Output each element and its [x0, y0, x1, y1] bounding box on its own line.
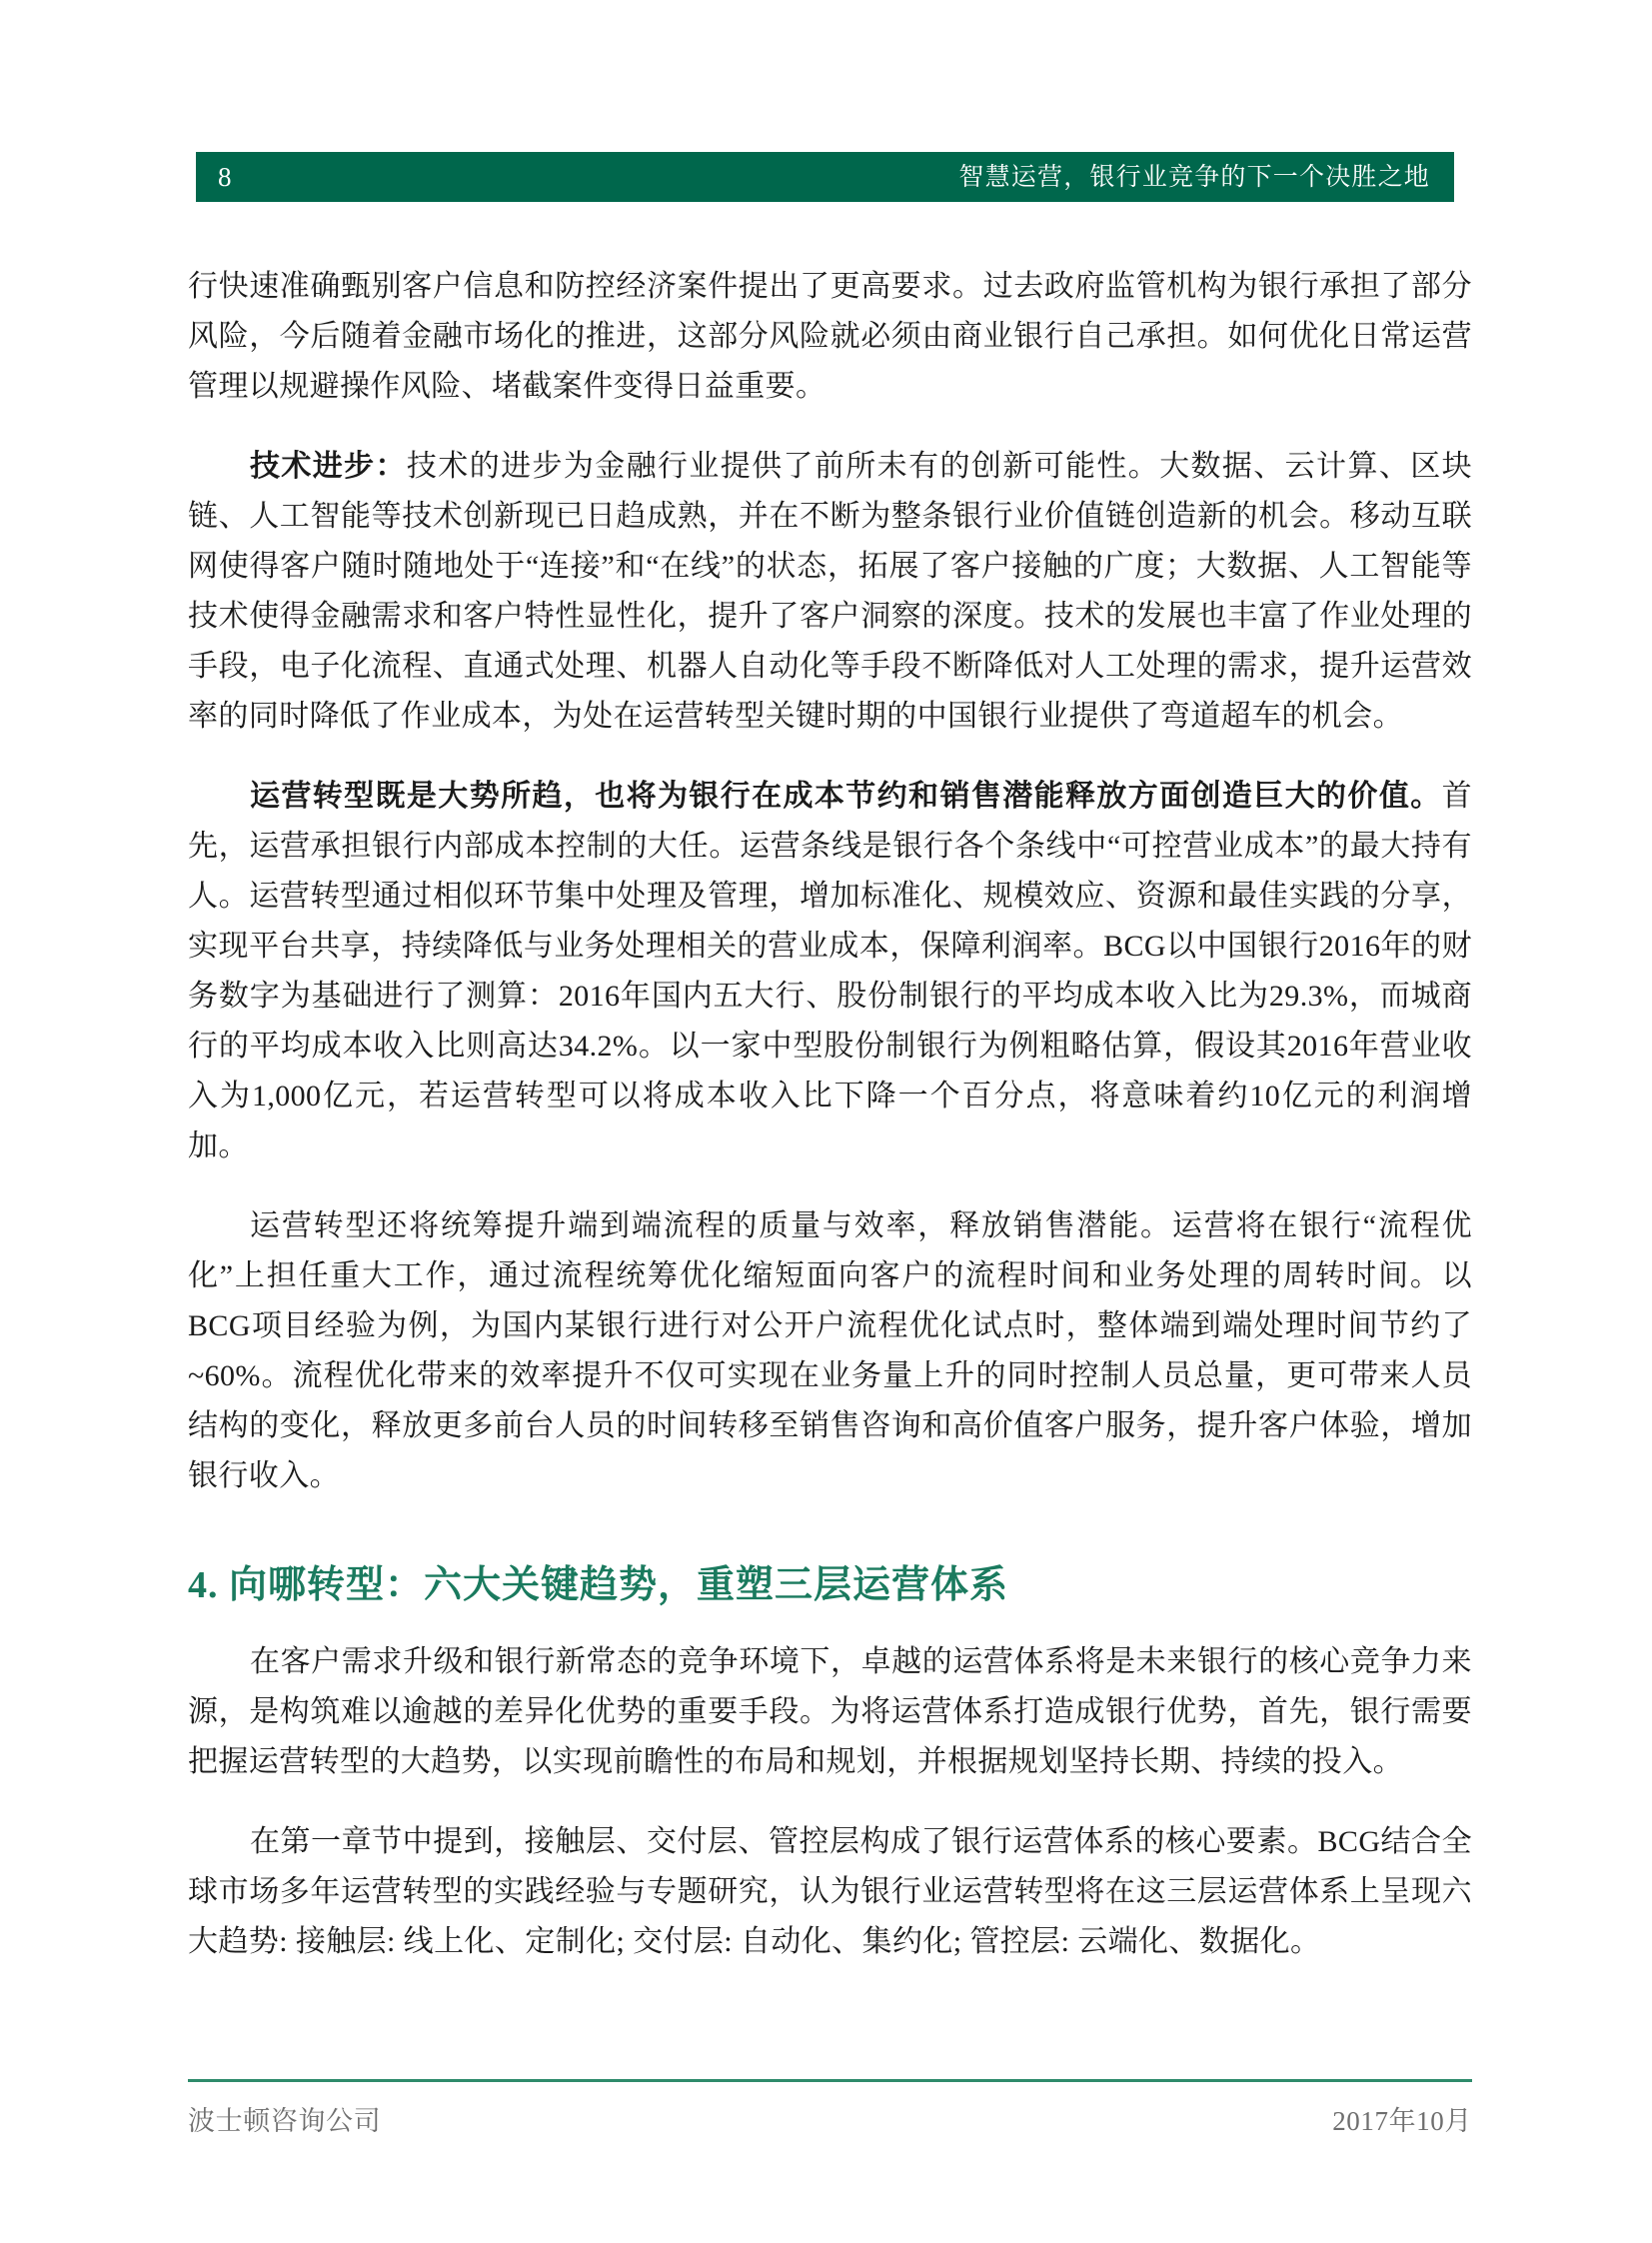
paragraph-lead-bold: 技术进步：: [250, 450, 407, 483]
paragraph-text: 在第一章节中提到，接触层、交付层、管控层构成了银行运营体系的核心要素。BCG结合全球市场多年运营转型的实践经验与专题研究，认为银行业运营转型将在这三层运营体系上呈现六大趋势: 接触层: 线上化、定制化; 交付层: 自动化、集约化; 管控层: 云端化、数据化。: [188, 1825, 1472, 1958]
page-content: [188, 262, 1472, 1997]
paragraph-lead-bold: 运营转型既是大势所趋，也将为银行在成本节约和销售潜能释放方面创造巨大的价值。: [250, 780, 1442, 813]
page-footer: [188, 2079, 1472, 2138]
paragraph-continuation: [188, 262, 1472, 412]
section-heading-4: 4. 向哪转型：六大关键趋势，重塑三层运营体系: [188, 1564, 1009, 1606]
footer-date: 2017年10月: [1332, 2106, 1472, 2136]
paragraph-process-optimization: [188, 1201, 1472, 1501]
paragraph-operating-system: [188, 1637, 1472, 1787]
paragraph-technology-progress: [188, 442, 1472, 742]
running-header: [196, 152, 1454, 202]
paragraph-text: 首先，运营承担银行内部成本控制的大任。运营条线是银行各个条线中“可控营业成本”的最大持有人。运营转型通过相似环节集中处理及管理，增加标准化、规模效应、资源和最佳实践的分享，实现平台共享，持续降低与业务处理相关的营业成本，保障利润率。BCG以中国银行2016年的财务数字为基础进行了测算：2016年国内五大行、股份制银行的平均成本收入比为29.3%，而城商行的平均成本收入比则高达34.2%。以一家中型股份制银行为例粗略估算，假设其2016年营业收入为1,000亿元，若运营转型可以将成本收入比下降一个百分点，将意味着约10亿元的利润增加。: [188, 780, 1472, 1162]
paragraph-text: 行快速准确甄别客户信息和防控经济案件提出了更高要求。过去政府监管机构为银行承担了部分风险，今后随着金融市场化的推进，这部分风险就必须由商业银行自己承担。如何优化日常运营管理以规避操作风险、堵截案件变得日益重要。: [188, 270, 1472, 403]
footer-row: [188, 2104, 1472, 2138]
paragraph-text: 在客户需求升级和银行新常态的竞争环境下，卓越的运营体系将是未来银行的核心竞争力来源，是构筑难以逾越的差异化优势的重要手段。为将运营体系打造成银行优势，首先，银行需要把握运营转型的大趋势，以实现前瞻性的布局和规划，并根据规划坚持长期、持续的投入。: [188, 1645, 1472, 1778]
paragraph-text: 技术的进步为金融行业提供了前所未有的创新可能性。大数据、云计算、区块链、人工智能等技术创新现已日趋成熟，并在不断为整条银行业价值链创造新的机会。移动互联网使得客户随时随地处于“连接”和“在线”的状态，拓展了客户接触的广度；大数据、人工智能等技术使得金融需求和客户特性显性化，提升了客户洞察的深度。技术的发展也丰富了作业处理的手段，电子化流程、直通式处理、机器人自动化等手段不断降低对人工处理的需求，提升运营效率的同时降低了作业成本，为处在运营转型关键时期的中国银行业提供了弯道超车的机会。: [188, 450, 1472, 733]
paragraph-transformation-value: [188, 772, 1472, 1171]
footer-divider: [188, 2079, 1472, 2082]
paragraph-six-trends: [188, 1817, 1472, 1967]
header-title: 智慧运营，银行业竞争的下一个决胜之地: [958, 163, 1430, 191]
page-number: 8: [218, 161, 232, 192]
footer-company: 波士顿咨询公司: [188, 2106, 382, 2136]
paragraph-text: 运营转型还将统筹提升端到端流程的质量与效率，释放销售潜能。运营将在银行“流程优化”上担任重大工作，通过流程统筹优化缩短面向客户的流程时间和业务处理的周转时间。以BCG项目经验为例，为国内某银行进行对公开户流程优化试点时，整体端到端处理时间节约了~60%。流程优化带来的效率提升不仅可实现在业务量上升的同时控制人员总量，更可带来人员结构的变化，释放更多前台人员的时间转移至销售咨询和高价值客户服务，提升客户体验，增加银行收入。: [188, 1209, 1472, 1492]
